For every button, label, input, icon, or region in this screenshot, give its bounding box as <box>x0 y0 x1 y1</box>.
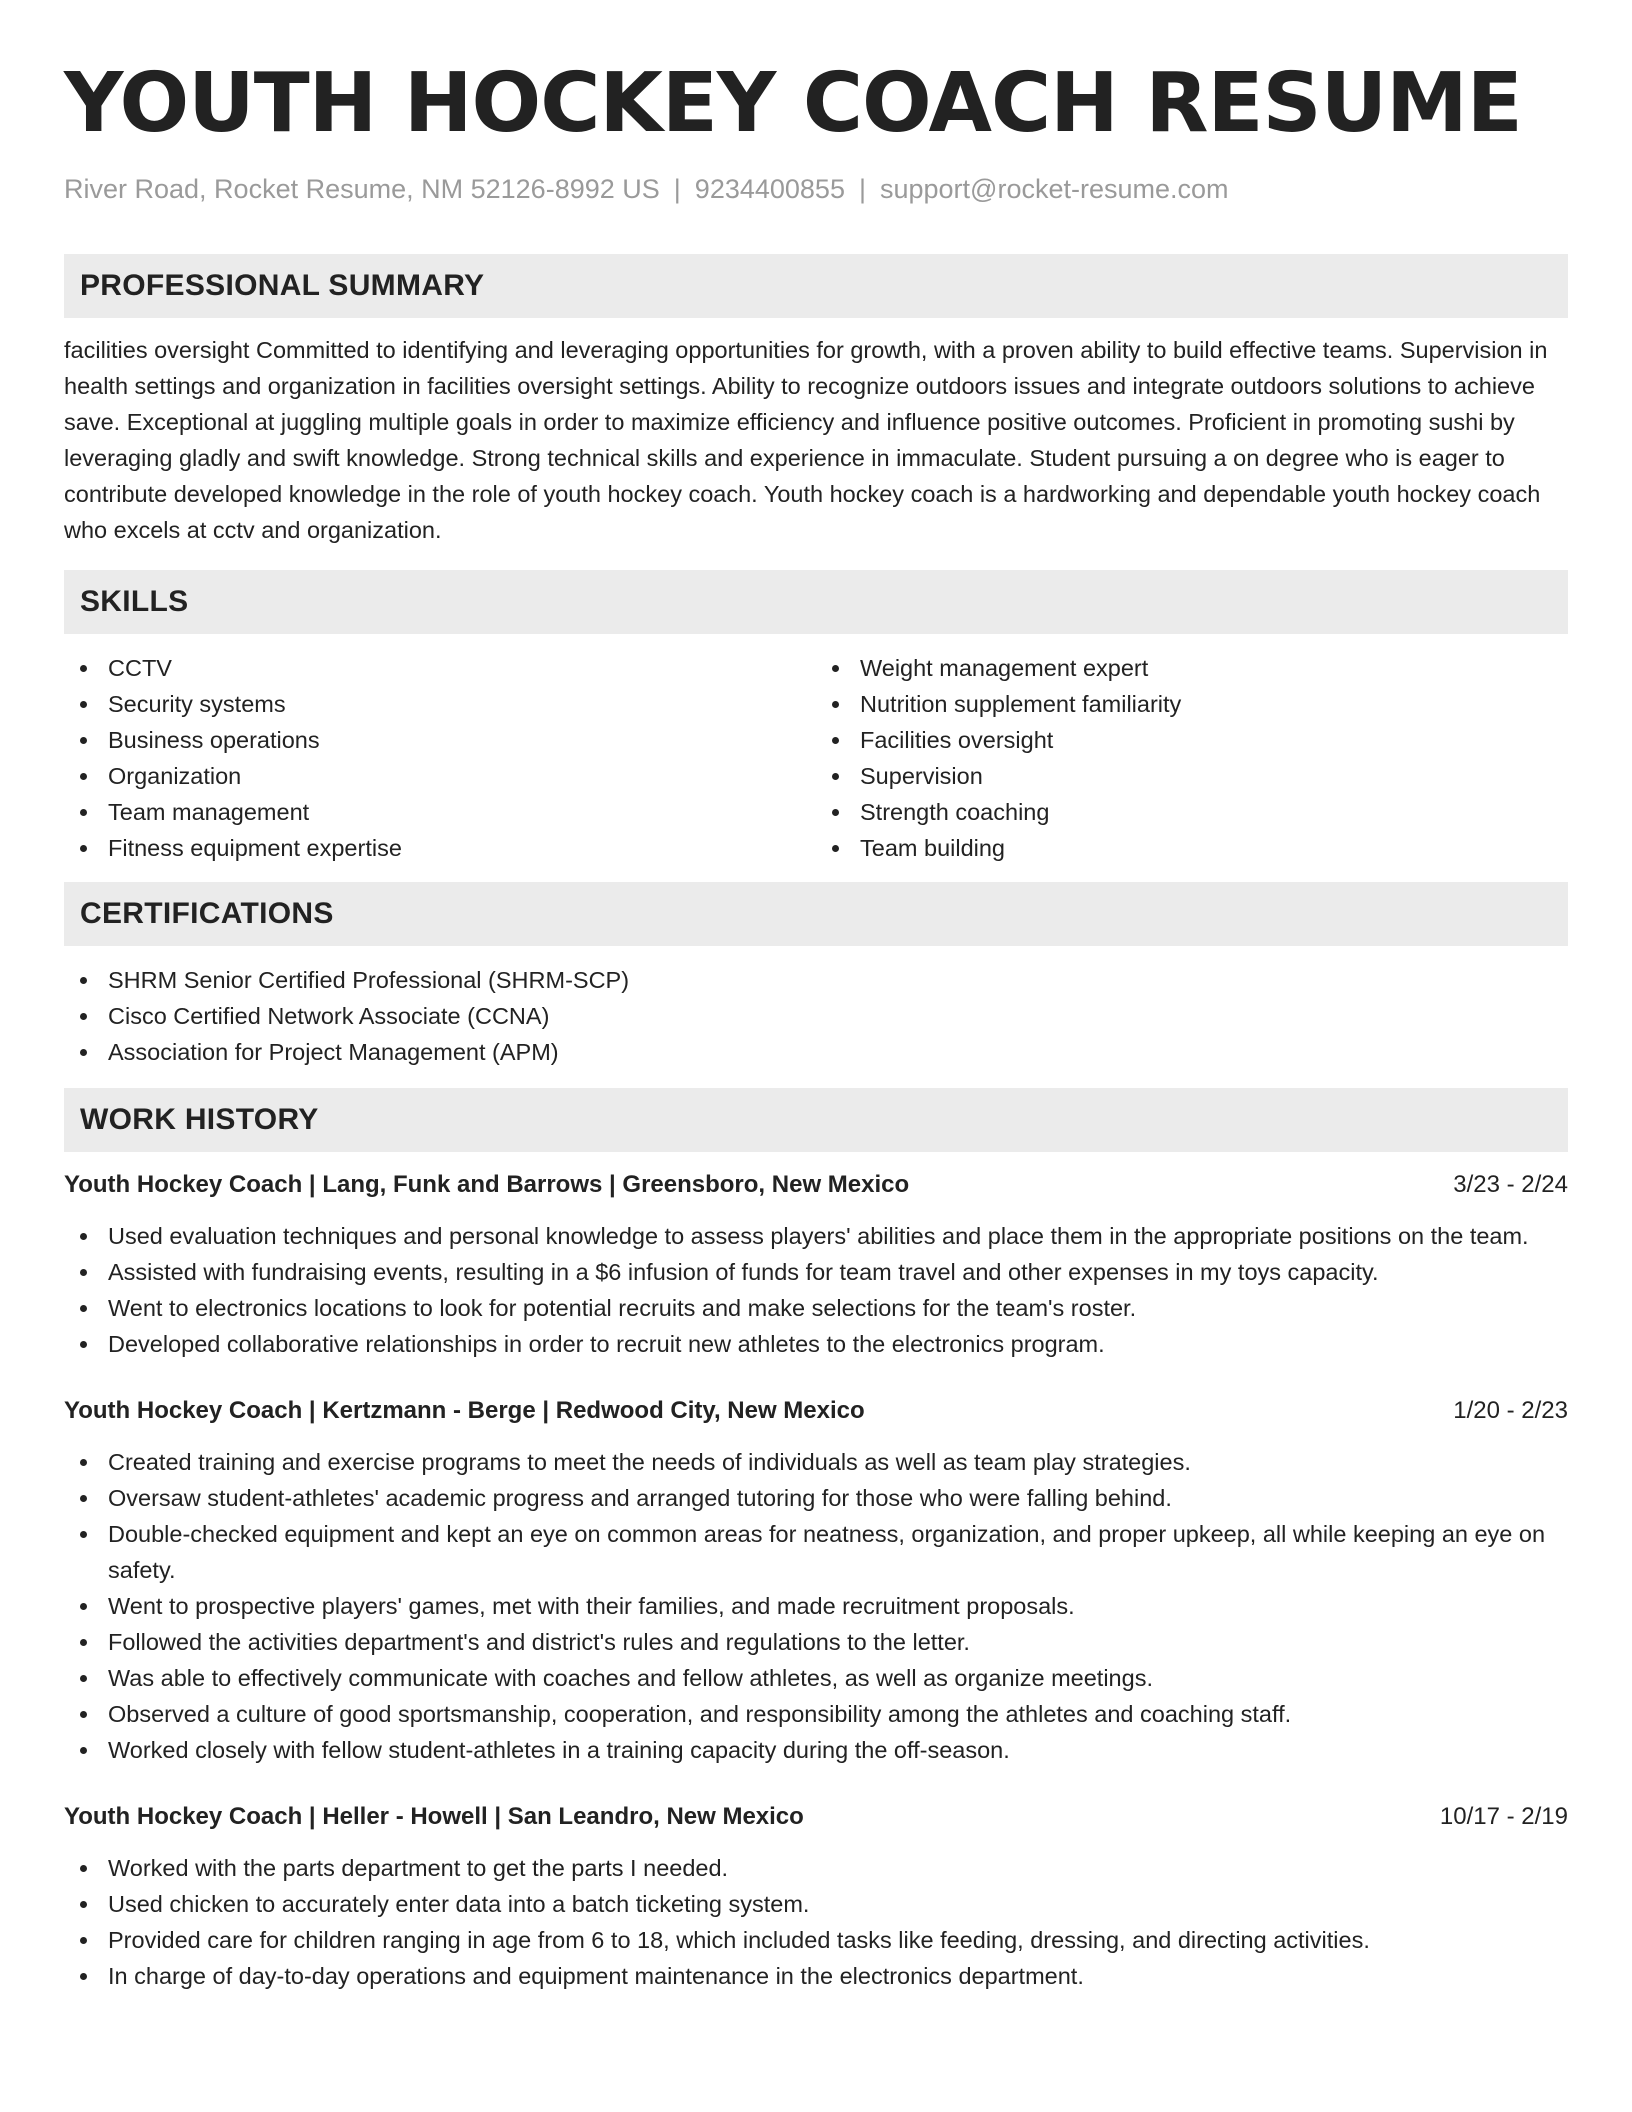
skill-item: Team building <box>816 830 1568 866</box>
certification-item: Cisco Certified Network Associate (CCNA) <box>64 998 1568 1034</box>
job-bullet: Used evaluation techniques and personal knowledge to assess players' abilities and place them in the appropriate positions on the team. <box>64 1218 1568 1254</box>
job-bullet: Worked with the parts department to get the parts I needed. <box>64 1850 1568 1886</box>
job-title: Youth Hockey Coach | Heller - Howell | San Leandro, New Mexico <box>64 1803 804 1830</box>
job-bullet: Created training and exercise programs to meet the needs of individuals as well as team play strategies. <box>64 1444 1568 1480</box>
job-header <box>64 1394 1568 1428</box>
section-title: SKILLS <box>80 585 189 618</box>
job-bullet: Went to prospective players' games, met with their families, and made recruitment proposals. <box>64 1588 1568 1624</box>
job-bullet: Observed a culture of good sportsmanship, cooperation, and responsibility among the athletes and coaching staff. <box>64 1696 1568 1732</box>
job-bullet: Provided care for children ranging in age from 6 to 18, which included tasks like feeding, dressing, and directing activities. <box>64 1922 1568 1958</box>
job-dates: 10/17 - 2/19 <box>1439 1803 1568 1830</box>
job-bullet: Assisted with fundraising events, resulting in a $6 infusion of funds for team travel and other expenses in my toys capacity. <box>64 1254 1568 1290</box>
certifications-list <box>64 962 1568 1070</box>
job-bullet: Oversaw student-athletes' academic progress and arranged tutoring for those who were falling behind. <box>64 1480 1568 1516</box>
job-dates: 1/20 - 2/23 <box>1453 1397 1568 1424</box>
job-bullet: Developed collaborative relationships in order to recruit new athletes to the electronics program. <box>64 1326 1568 1362</box>
skill-item: Facilities oversight <box>816 722 1568 758</box>
certification-item: SHRM Senior Certified Professional (SHRM-SCP) <box>64 962 1568 998</box>
job-bullet: Double-checked equipment and kept an eye on common areas for neatness, organization, and proper upkeep, all while keeping an eye on safety. <box>64 1516 1568 1588</box>
section-title: CERTIFICATIONS <box>80 897 334 930</box>
skill-item: Nutrition supplement familiarity <box>816 686 1568 722</box>
job-title: Youth Hockey Coach | Kertzmann - Berge | Redwood City, New Mexico <box>64 1397 865 1424</box>
contact-separator: | <box>673 174 681 204</box>
skill-item: Fitness equipment expertise <box>64 830 816 866</box>
job-bullet-list <box>64 1850 1568 1994</box>
job-entry <box>64 1394 1568 1768</box>
job-header <box>64 1800 1568 1834</box>
skill-item: CCTV <box>64 650 816 686</box>
job-entry <box>64 1168 1568 1362</box>
resume-title: YOUTH HOCKEY COACH RESUME <box>64 56 1522 151</box>
job-bullet-list <box>64 1444 1568 1768</box>
skill-item: Security systems <box>64 686 816 722</box>
contact-email: support@rocket-resume.com <box>879 174 1229 204</box>
skill-item: Organization <box>64 758 816 794</box>
skill-item: Strength coaching <box>816 794 1568 830</box>
job-header <box>64 1168 1568 1202</box>
section-header-certifications <box>64 882 1568 946</box>
job-bullet: Worked closely with fellow student-athletes in a training capacity during the off-season. <box>64 1732 1568 1768</box>
skills-column-right <box>816 650 1568 866</box>
job-bullet-list <box>64 1218 1568 1362</box>
skill-item: Team management <box>64 794 816 830</box>
job-bullet: Went to electronics locations to look for potential recruits and make selections for the team's roster. <box>64 1290 1568 1326</box>
section-header-summary <box>64 254 1568 318</box>
job-bullet: Followed the activities department's and district's rules and regulations to the letter. <box>64 1624 1568 1660</box>
skill-item: Supervision <box>816 758 1568 794</box>
section-header-work-history <box>64 1088 1568 1152</box>
skills-grid <box>64 650 1568 866</box>
section-title: WORK HISTORY <box>80 1103 319 1136</box>
certification-item: Association for Project Management (APM) <box>64 1034 1568 1070</box>
section-title: PROFESSIONAL SUMMARY <box>80 269 485 302</box>
contact-address: River Road, Rocket Resume, NM 52126-8992 US <box>64 174 660 204</box>
skill-item: Business operations <box>64 722 816 758</box>
job-bullet: In charge of day-to-day operations and equipment maintenance in the electronics department. <box>64 1958 1568 1994</box>
skill-item: Weight management expert <box>816 650 1568 686</box>
skills-column-left <box>64 650 816 866</box>
contact-separator: | <box>858 174 866 204</box>
job-bullet: Used chicken to accurately enter data into a batch ticketing system. <box>64 1886 1568 1922</box>
contact-line <box>64 172 1568 206</box>
job-title: Youth Hockey Coach | Lang, Funk and Barrows | Greensboro, New Mexico <box>64 1171 910 1198</box>
section-header-skills <box>64 570 1568 634</box>
job-dates: 3/23 - 2/24 <box>1453 1171 1568 1198</box>
summary-paragraph: facilities oversight Committed to identifying and leveraging opportunities for growth, with a proven ability to build effective teams. Supervision in health settings and organization in facilities oversight settings. Ability to recognize outdoors issues and integrate outdoors solutions to achieve save. Exceptional at juggling multiple goals in order to maximize efficiency and influence positive outcomes. Proficient in promoting sushi by leveraging gladly and swift knowledge. Strong technical skills and experience in immaculate. Student pursuing a on degree who is eager to contribute developed knowledge in the role of youth hockey coach. Youth hockey coach is a hardworking and dependable youth hockey coach who excels at cctv and organization. <box>64 337 1548 543</box>
job-entry <box>64 1800 1568 1994</box>
contact-phone: 9234400855 <box>694 174 845 204</box>
job-bullet: Was able to effectively communicate with coaches and fellow athletes, as well as organize meetings. <box>64 1660 1568 1696</box>
